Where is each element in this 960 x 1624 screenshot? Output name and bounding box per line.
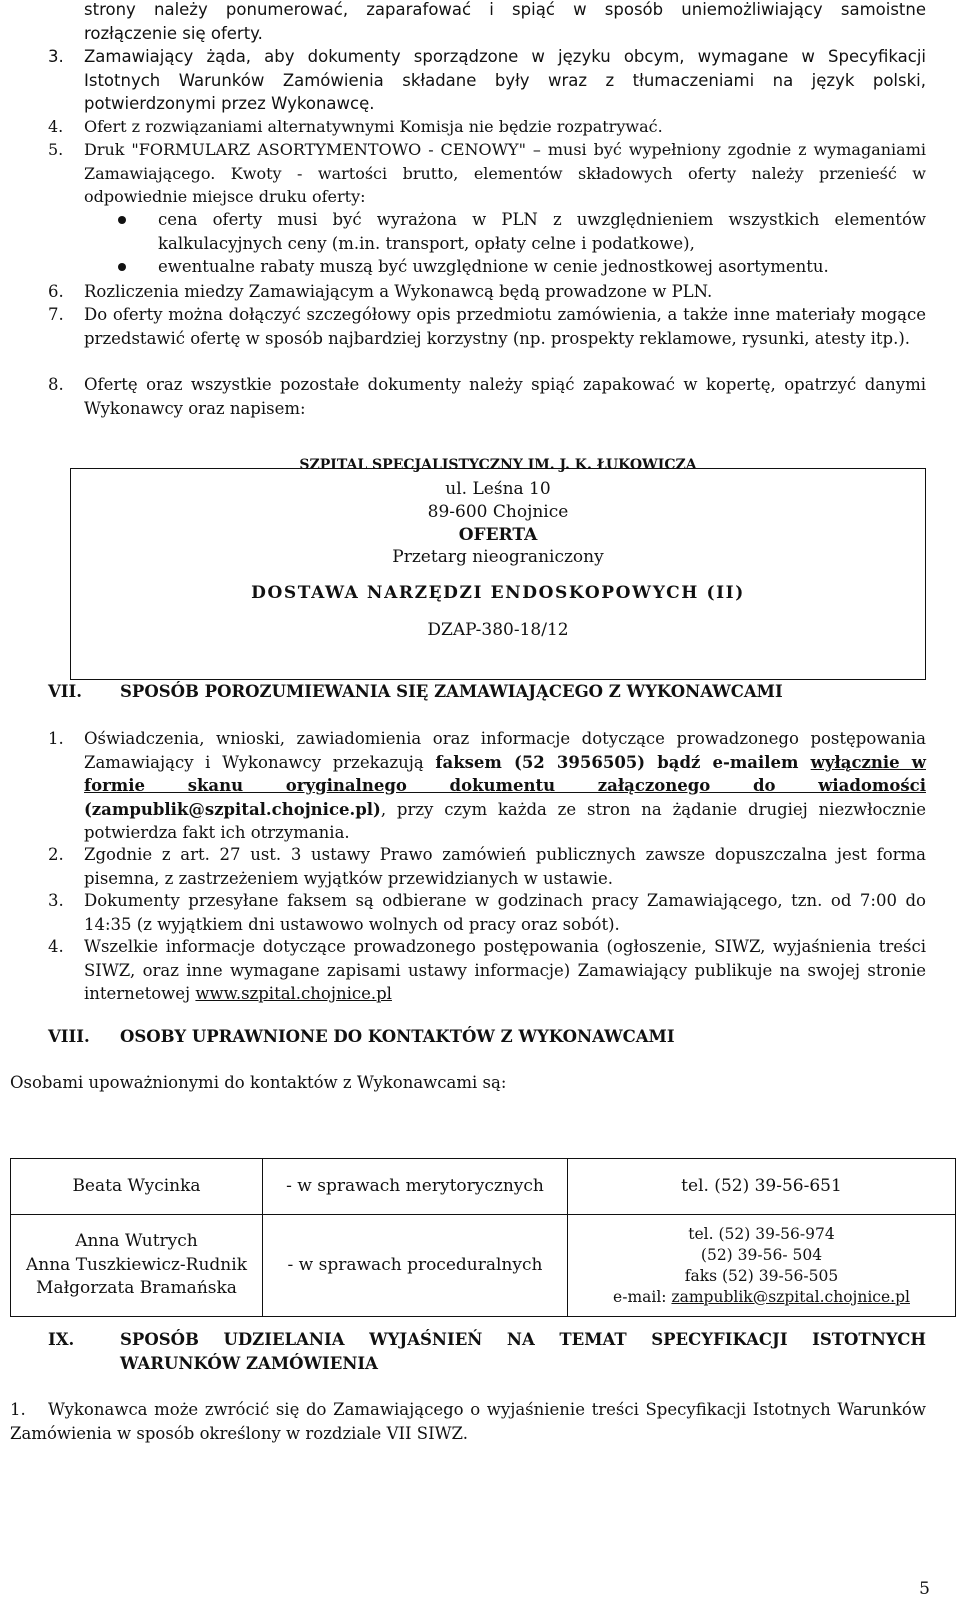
- bullet-icon: [118, 216, 126, 224]
- bullet-item-2: ewentualne rabaty muszą być uwzględnione w cenie jednostkowej asortymentu.: [158, 257, 829, 276]
- contact-role: - w sprawach merytorycznych: [263, 1159, 568, 1215]
- section-viii-number: VIII.: [48, 1027, 90, 1046]
- list-number: 3.: [48, 891, 64, 910]
- list-item-text: Druk "FORMULARZ ASORTYMENTOWO - CENOWY" – musi być wypełniony zgodnie z wymaganiami Zamawiającego. Kwoty - wartości brutto, elementów składowych oferty należy przenieść w odpowiednie miejsce druku oferty:: [84, 140, 926, 206]
- list-item-text: Zamawiający żąda, aby dokumenty sporządzone w języku obcym, wymagane w Specyfikacji Istotnych Warunków Zamówienia składane były wraz z tłumaczeniami na język polski, potwierdzonymi przez Wykonawcę.: [84, 47, 926, 113]
- section-vii-item-3: [48, 889, 926, 936]
- continuation-line-1: strony należy ponumerować, zaparafować i spiąć w sposób uniemożliwiający samoistne: [84, 0, 926, 19]
- item-1-fax-email: faksem (52 3956505) bądź e-mailem: [435, 752, 811, 772]
- envelope-line-tender: Przetarg nieograniczony: [392, 547, 604, 567]
- list-item-3: [48, 45, 926, 116]
- list-number: 5.: [48, 140, 64, 159]
- list-item-8: [48, 373, 926, 420]
- list-number: 1.: [48, 729, 64, 748]
- list-item-text: Wykonawca może zwrócić się do Zamawiającego o wyjaśnienie treści Specyfikacji Istotnych Warunków Zamówienia w sposób określony w rozdziale VII SIWZ.: [10, 1400, 926, 1443]
- section-viii-title: OSOBY UPRAWNIONE DO KONTAKTÓW Z WYKONAWCAMI: [120, 1027, 675, 1046]
- list-number: 3.: [48, 47, 64, 66]
- contact-name: Anna Tuszkiewicz-Rudnik: [25, 1254, 247, 1275]
- list-item-text: Ofertę oraz wszystkie pozostałe dokumenty należy spiąć zapakować w kopertę, opatrzyć danymi Wykonawcy oraz napisem:: [84, 375, 926, 418]
- list-number: 7.: [48, 305, 64, 324]
- contacts-table: [10, 1158, 956, 1317]
- item-2-continuation: [84, 0, 926, 45]
- list-number: 8.: [48, 375, 64, 394]
- list-item-6: [48, 280, 926, 304]
- list-number: 4.: [48, 937, 64, 956]
- list-item-4: [48, 115, 926, 139]
- list-number: 2.: [48, 845, 64, 864]
- contact-details: [568, 1215, 956, 1317]
- list-number: 4.: [48, 117, 64, 136]
- contact-name: Anna Wutrych: [75, 1231, 198, 1252]
- section-vii-number: VII.: [48, 682, 82, 701]
- section-vii-title: SPOSÓB POROZUMIEWANIA SIĘ ZAMAWIAJĄCEGO Z WYKONAWCAMI: [120, 682, 783, 701]
- section-ix-number: IX.: [48, 1330, 75, 1349]
- section-vii-item-1: [48, 727, 926, 845]
- contact-names: [11, 1215, 263, 1317]
- contact-name: Małgorzata Bramańska: [36, 1278, 237, 1299]
- list-number: 1.: [10, 1400, 26, 1419]
- continuation-line-2: rozłączenie się oferty.: [84, 23, 263, 43]
- list-number: 6.: [48, 282, 64, 301]
- list-item-text: [84, 727, 926, 845]
- item-1-text-a: Oświadczenia, wnioski, zawiadomienia oraz informacje dotyczące prowadzonego postępowania Zamawiający i Wykonawcy przekazują: [84, 729, 926, 772]
- table-row: [11, 1159, 956, 1215]
- contact-phone: (52) 39-56- 504: [700, 1245, 823, 1264]
- bullet-item-1: cena oferty musi być wyrażona w PLN z uwzględnieniem wszystkich elementów kalkulacyjnych ceny (m.in. transport, opłaty celne i podatkowe),: [158, 210, 926, 253]
- section-vii-item-2: [48, 843, 926, 890]
- contact-name: Beata Wycinka: [11, 1159, 263, 1215]
- list-item-text: Zgodnie z art. 27 ust. 3 ustawy Prawo zamówień publicznych zawsze dopuszczalna jest forma pisemna, z zastrzeżeniem wyjątków przewidzianych w ustawie.: [84, 845, 926, 888]
- section-viii-intro: Osobami upoważnionymi do kontaktów z Wykonawcami są:: [10, 1073, 507, 1092]
- section-ix-title: SPOSÓB UDZIELANIA WYJAŚNIEŃ NA TEMAT SPECYFIKACJI ISTOTNYCH WARUNKÓW ZAMÓWIENIA: [120, 1330, 926, 1373]
- list-item-text: Do oferty można dołączyć szczegółowy opis przedmiotu zamówienia, a także inne materiały mogące przedstawić ofertę w sposób najbardziej korzystny (np. prospekty reklamowe, rysunki, atesty itp.).: [84, 305, 926, 348]
- list-item-5: [48, 138, 926, 209]
- envelope-line-reference: DZAP-380-18/12: [427, 620, 569, 640]
- envelope-line-subject: DOSTAWA NARZĘDZI ENDOSKOPOWYCH (II): [251, 583, 745, 603]
- contact-fax: faks (52) 39-56-505: [684, 1266, 839, 1285]
- list-item-text: [84, 935, 926, 1006]
- list-item-text: Ofert z rozwiązaniami alternatywnymi Komisja nie będzie rozpatrywać.: [84, 117, 663, 136]
- list-item-text: Rozliczenia miedzy Zamawiającym a Wykonawcą będą prowadzone w PLN.: [84, 282, 713, 301]
- page-number: 5: [919, 1579, 930, 1599]
- contact-details: tel. (52) 39-56-651: [568, 1159, 956, 1215]
- envelope-hospital-name-text: SZPITAL SPECJALISTYCZNY IM. J. K. ŁUKOWICZA: [299, 457, 697, 473]
- table-row: [11, 1215, 956, 1317]
- section-vii-item-4: [48, 935, 926, 1006]
- list-item-text: Dokumenty przesyłane faksem są odbierane w godzinach pracy Zamawiającego, tzn. od 7:00 do 14:35 (z wyjątkiem dni ustawowo wolnych od pracy oraz sobót).: [84, 891, 926, 934]
- contact-email: [572, 1287, 951, 1308]
- email-prefix: e-mail:: [613, 1287, 672, 1306]
- email-link[interactable]: zampublik@szpital.chojnice.pl: [671, 1287, 910, 1306]
- contact-role: - w sprawach proceduralnych: [263, 1215, 568, 1317]
- envelope-line-city: 89-600 Chojnice: [427, 502, 569, 522]
- item-1-email-address: (zampublik@szpital.chojnice.pl): [84, 799, 381, 819]
- item-4-text: Wszelkie informacje dotyczące prowadzonego postępowania (ogłoszenie, SIWZ, wyjaśnienia treści SIWZ, oraz inne wymagane zapisami ustawy informacje) Zamawiający publikuje na swojej stronie internetowej: [84, 937, 926, 1003]
- website-link[interactable]: www.szpital.chojnice.pl: [195, 984, 392, 1003]
- section-ix-item-1: [10, 1398, 926, 1445]
- list-item-7: [48, 303, 926, 350]
- item-1-scan-requirement: wyłącznie w formie skanu oryginalnego dokumentu załączonego do wiadomości: [84, 752, 926, 795]
- bullet-icon: [118, 263, 126, 271]
- envelope-line-offer: OFERTA: [458, 525, 538, 545]
- envelope-line-street: ul. Leśna 10: [445, 479, 551, 499]
- contact-phone: tel. (52) 39-56-974: [688, 1224, 835, 1243]
- item-1-text-e: , przy czym każda ze stron na żądanie drugiej niezwłocznie potwierdza fakt ich otrzymania.: [84, 799, 926, 842]
